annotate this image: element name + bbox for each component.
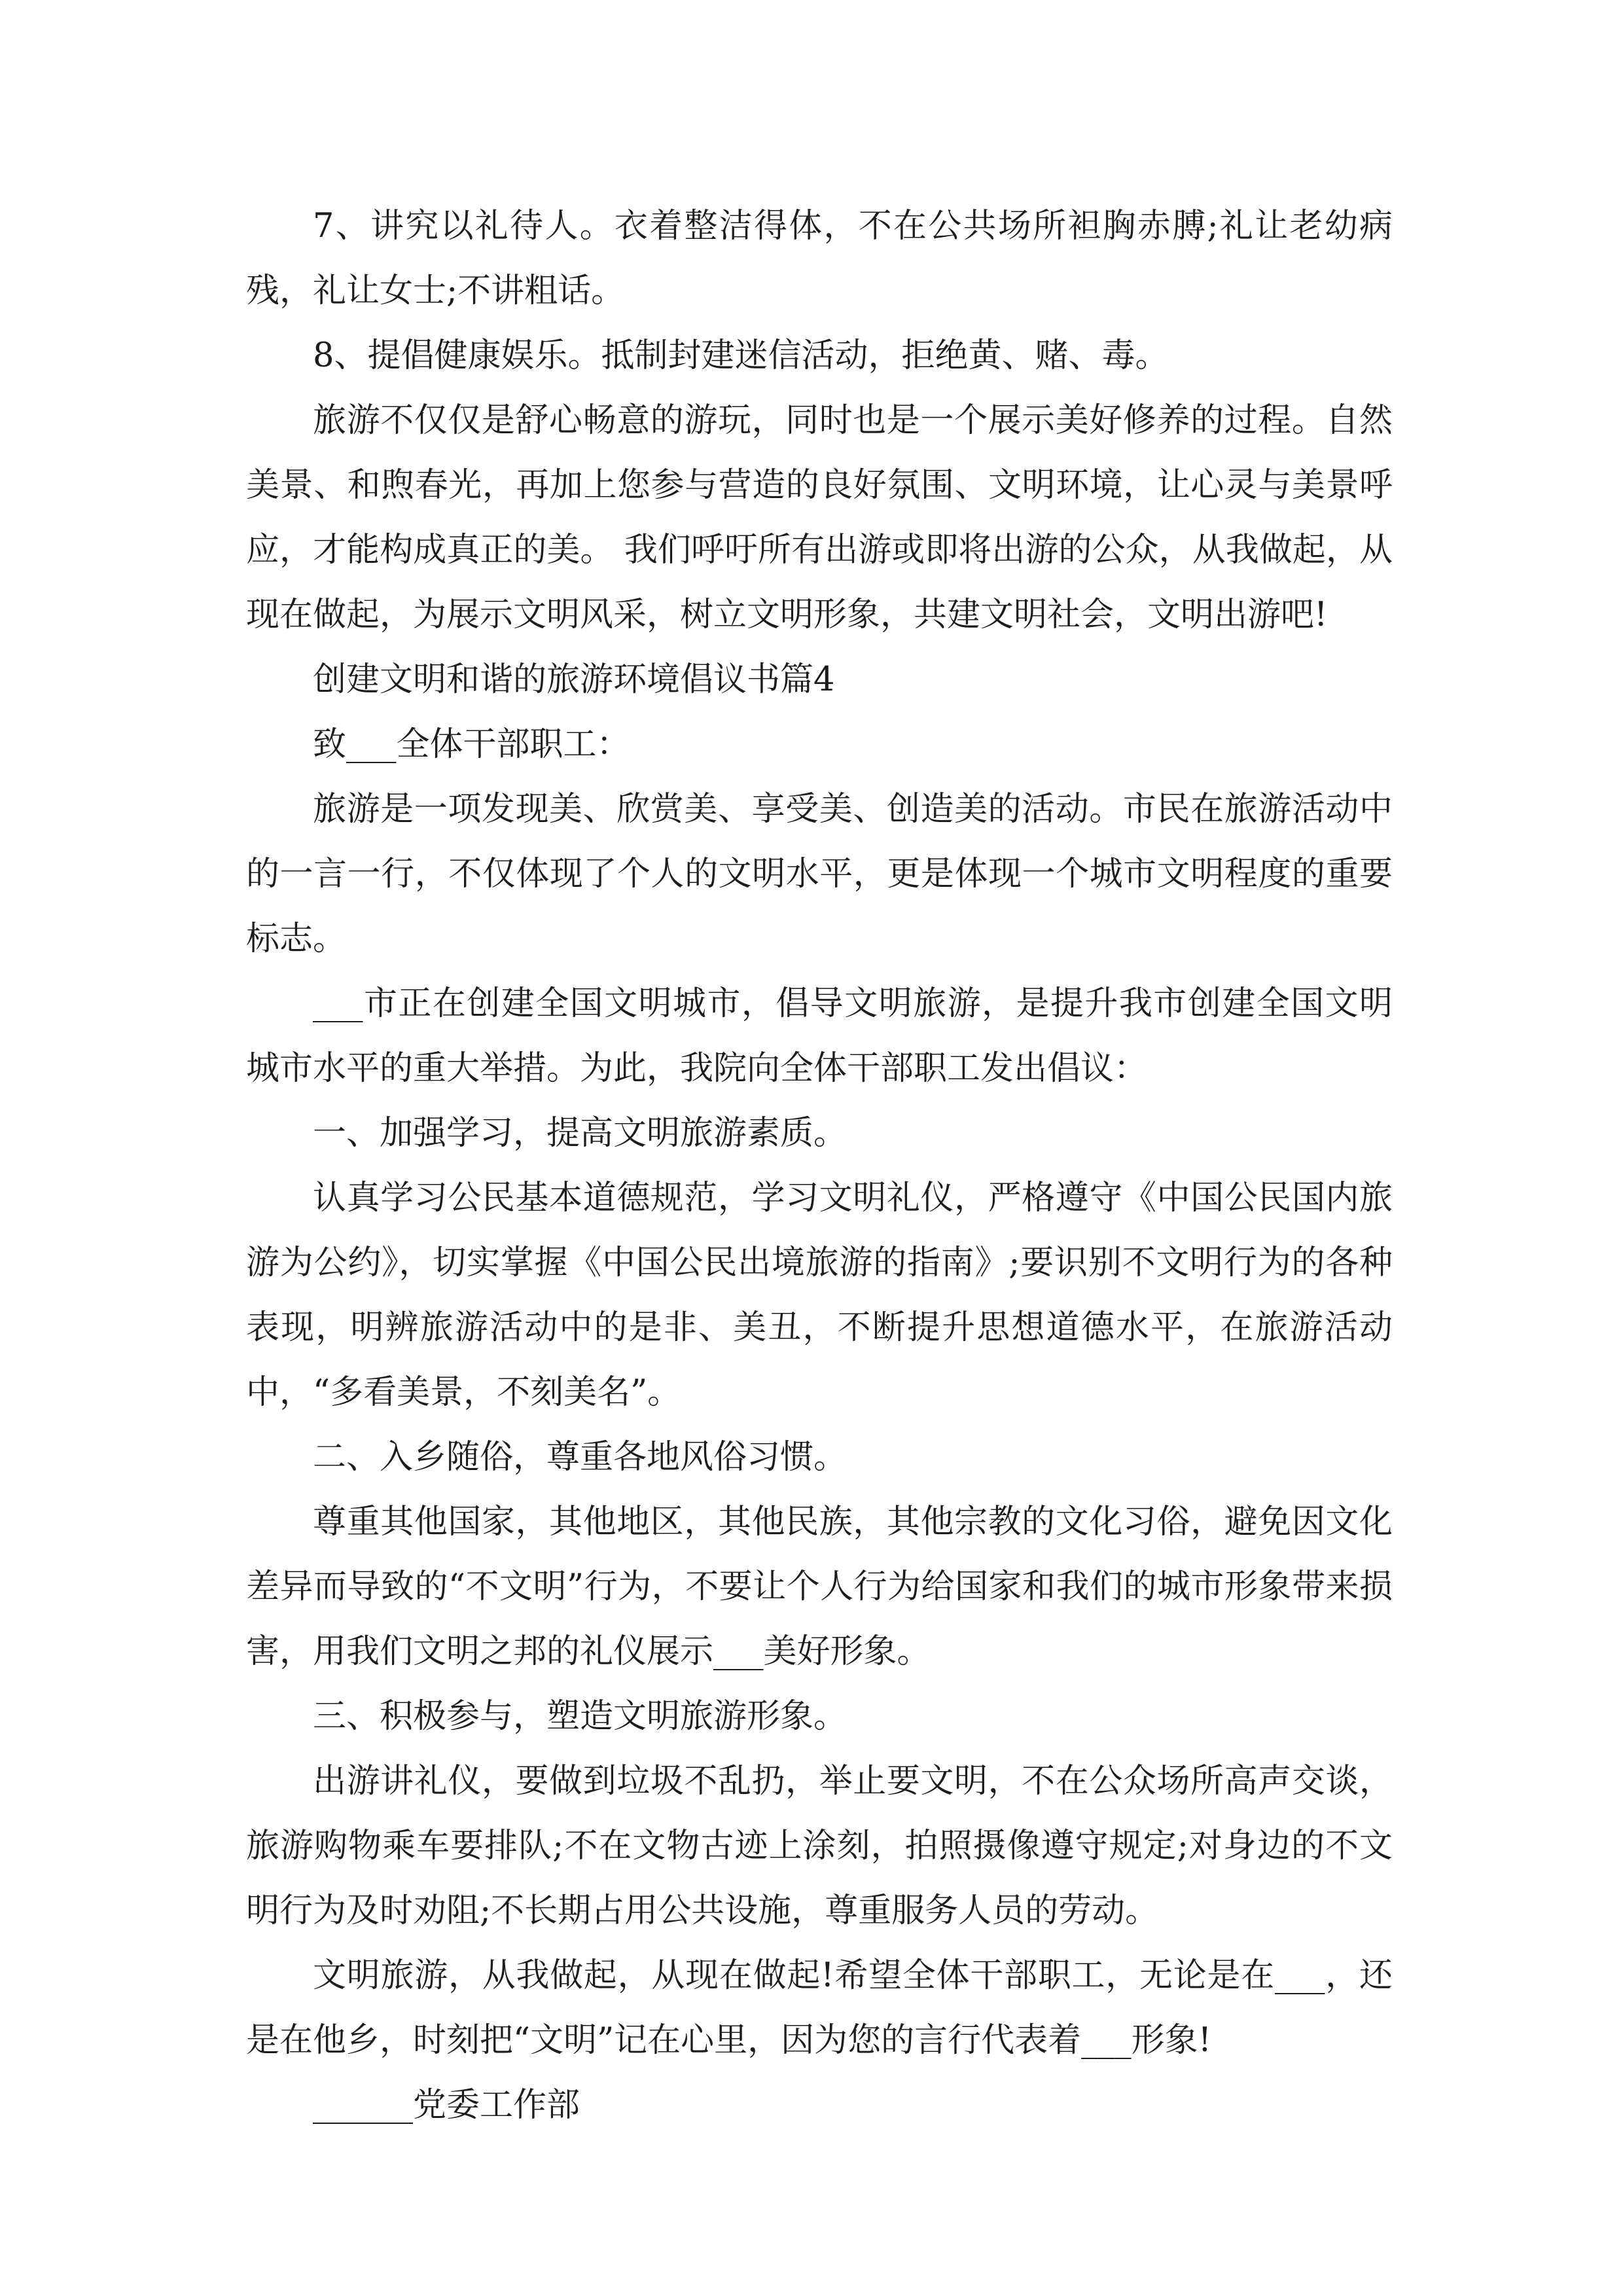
paragraph-city-initiative: ___市正在创建全国文明城市，倡导文明旅游，是提升我市创建全国文明城市水平的重大举措。为此，我院向全体干部职工发出倡议： (246, 984, 1393, 1088)
section-heading: 创建文明和谐的旅游环境倡议书篇4 (313, 660, 835, 699)
paragraph-conclusion: 文明旅游，从我做起，从现在做起!希望全体干部职工，无论是在___，还是在他乡，时刻把“文明”记在心里，因为您的言行代表着___形象! (246, 1956, 1393, 2060)
point-three-heading: 三、积极参与，塑造文明旅游形象。 (313, 1697, 847, 1736)
point-one-heading: 一、加强学习，提高文明旅游素质。 (313, 1114, 847, 1153)
paragraph-intro: 旅游是一项发现美、欣赏美、享受美、创造美的活动。市民在旅游活动中的一言一行，不仅体现了个人的文明水平，更是体现一个城市文明程度的重要标志。 (246, 790, 1393, 958)
point-one-body: 认真学习公民基本道德规范，学习文明礼仪，严格遵守《中国公民国内旅游为公约》，切实掌握《中国公民出境旅游的指南》;要识别不文明行为的各种表现，明辨旅游活动中的是非、美丑，不断提升思想道德水平，在旅游活动中，“多看美景，不刻美名”。 (246, 1179, 1393, 1412)
point-three-body: 出游讲礼仪，要做到垃圾不乱扔，举止要文明，不在公众场所高声交谈，旅游购物乘车要排队;不在文物古迹上涂刻，拍照摄像遵守规定;对身边的不文明行为及时劝阻;不长期占用公共设施，尊重服务人员的劳动。 (246, 1762, 1393, 1930)
paragraph-rule-8: 8、提倡健康娱乐。抵制封建迷信活动，拒绝黄、赌、毒。 (313, 336, 1169, 375)
paragraph-closing-appeal: 旅游不仅仅是舒心畅意的游玩，同时也是一个展示美好修养的过程。自然美景、和煦春光，再加上您参与营造的良好氛围、文明环境，让心灵与美景呼应，才能构成真正的美。 我们呼吁所有出游或即将出游的公众，从我做起，从现在做起，为展示文明风采，树立文明形象，共建文明社会，文明出游吧! (246, 401, 1393, 634)
point-two-body: 尊重其他国家，其他地区，其他民族，其他宗教的文化习俗，避免因文化差异而导致的“不文明”行为，不要让个人行为给国家和我们的城市形象带来损害，用我们文明之邦的礼仪展示___美好形象。 (246, 1503, 1393, 1671)
point-two-heading: 二、入乡随俗，尊重各地风俗习惯。 (313, 1438, 847, 1477)
document-body (246, 194, 1393, 2138)
signature: ______党委工作部 (313, 2086, 580, 2125)
salutation: 致___全体干部职工： (313, 725, 630, 764)
paragraph-rule-7: 7、讲究以礼待人。衣着整洁得体，不在公共场所袒胸赤膊;礼让老幼病残，礼让女士;不讲粗话。 (246, 207, 1393, 310)
